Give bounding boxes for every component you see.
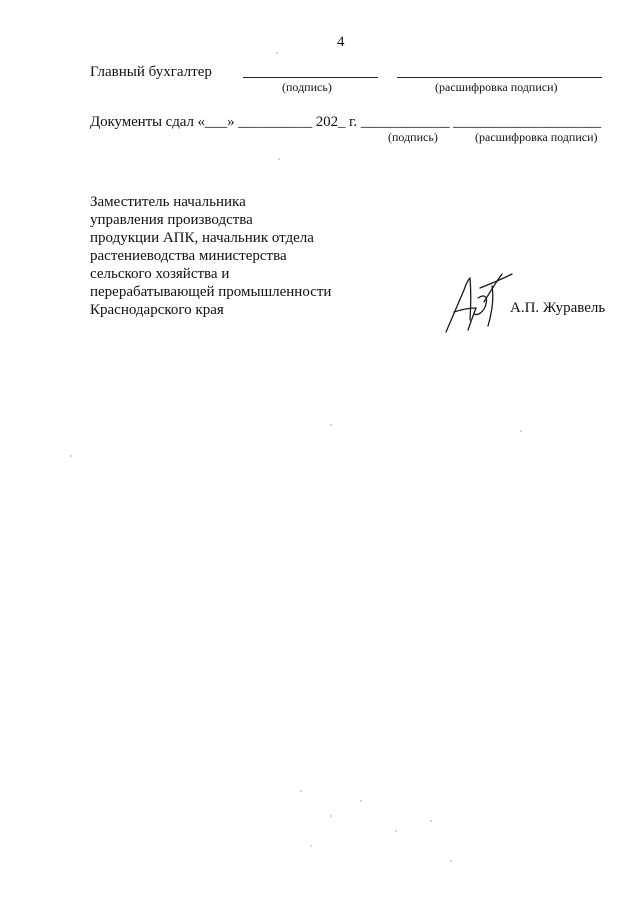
chief-accountant-signature-line (243, 77, 378, 78)
scan-speck (276, 52, 278, 54)
documents-submitted-line: Документы сдал «___» __________ 202_ г. ____________ ____________________ (90, 114, 602, 130)
scan-speck (300, 790, 302, 792)
handwritten-signature (440, 268, 520, 338)
chief-accountant-transcription-line (397, 77, 602, 78)
scan-speck (330, 815, 332, 817)
signer-title-line: сельского хозяйства и (90, 266, 230, 282)
signer-title-line: Заместитель начальника (90, 194, 246, 210)
signer-title-line: перерабатывающей промышленности (90, 284, 332, 300)
scan-speck (360, 800, 362, 802)
scan-speck (520, 430, 522, 432)
scan-speck (450, 860, 452, 862)
chief-accountant-transcription-caption: (расшифровка подписи) (435, 80, 558, 94)
documents-submitted-signature-caption: (подпись) (388, 130, 438, 144)
scan-speck (430, 820, 432, 822)
chief-accountant-signature-caption: (подпись) (282, 80, 332, 94)
signer-title-line: продукции АПК, начальник отдела (90, 230, 314, 246)
chief-accountant-label: Главный бухгалтер (90, 64, 212, 80)
signer-name: А.П. Журавель (510, 300, 606, 316)
scan-speck (310, 845, 312, 847)
scan-speck (70, 455, 72, 457)
signer-title-line: управления производства (90, 212, 253, 228)
page-number: 4 (337, 34, 345, 50)
documents-submitted-transcription-caption: (расшифровка подписи) (475, 130, 598, 144)
scan-speck (278, 158, 280, 160)
signer-title-line: растениеводства министерства (90, 248, 287, 264)
signer-title-line: Краснодарского края (90, 302, 224, 318)
signer-title (90, 193, 331, 319)
scan-speck (395, 830, 397, 832)
scan-speck (330, 424, 332, 426)
